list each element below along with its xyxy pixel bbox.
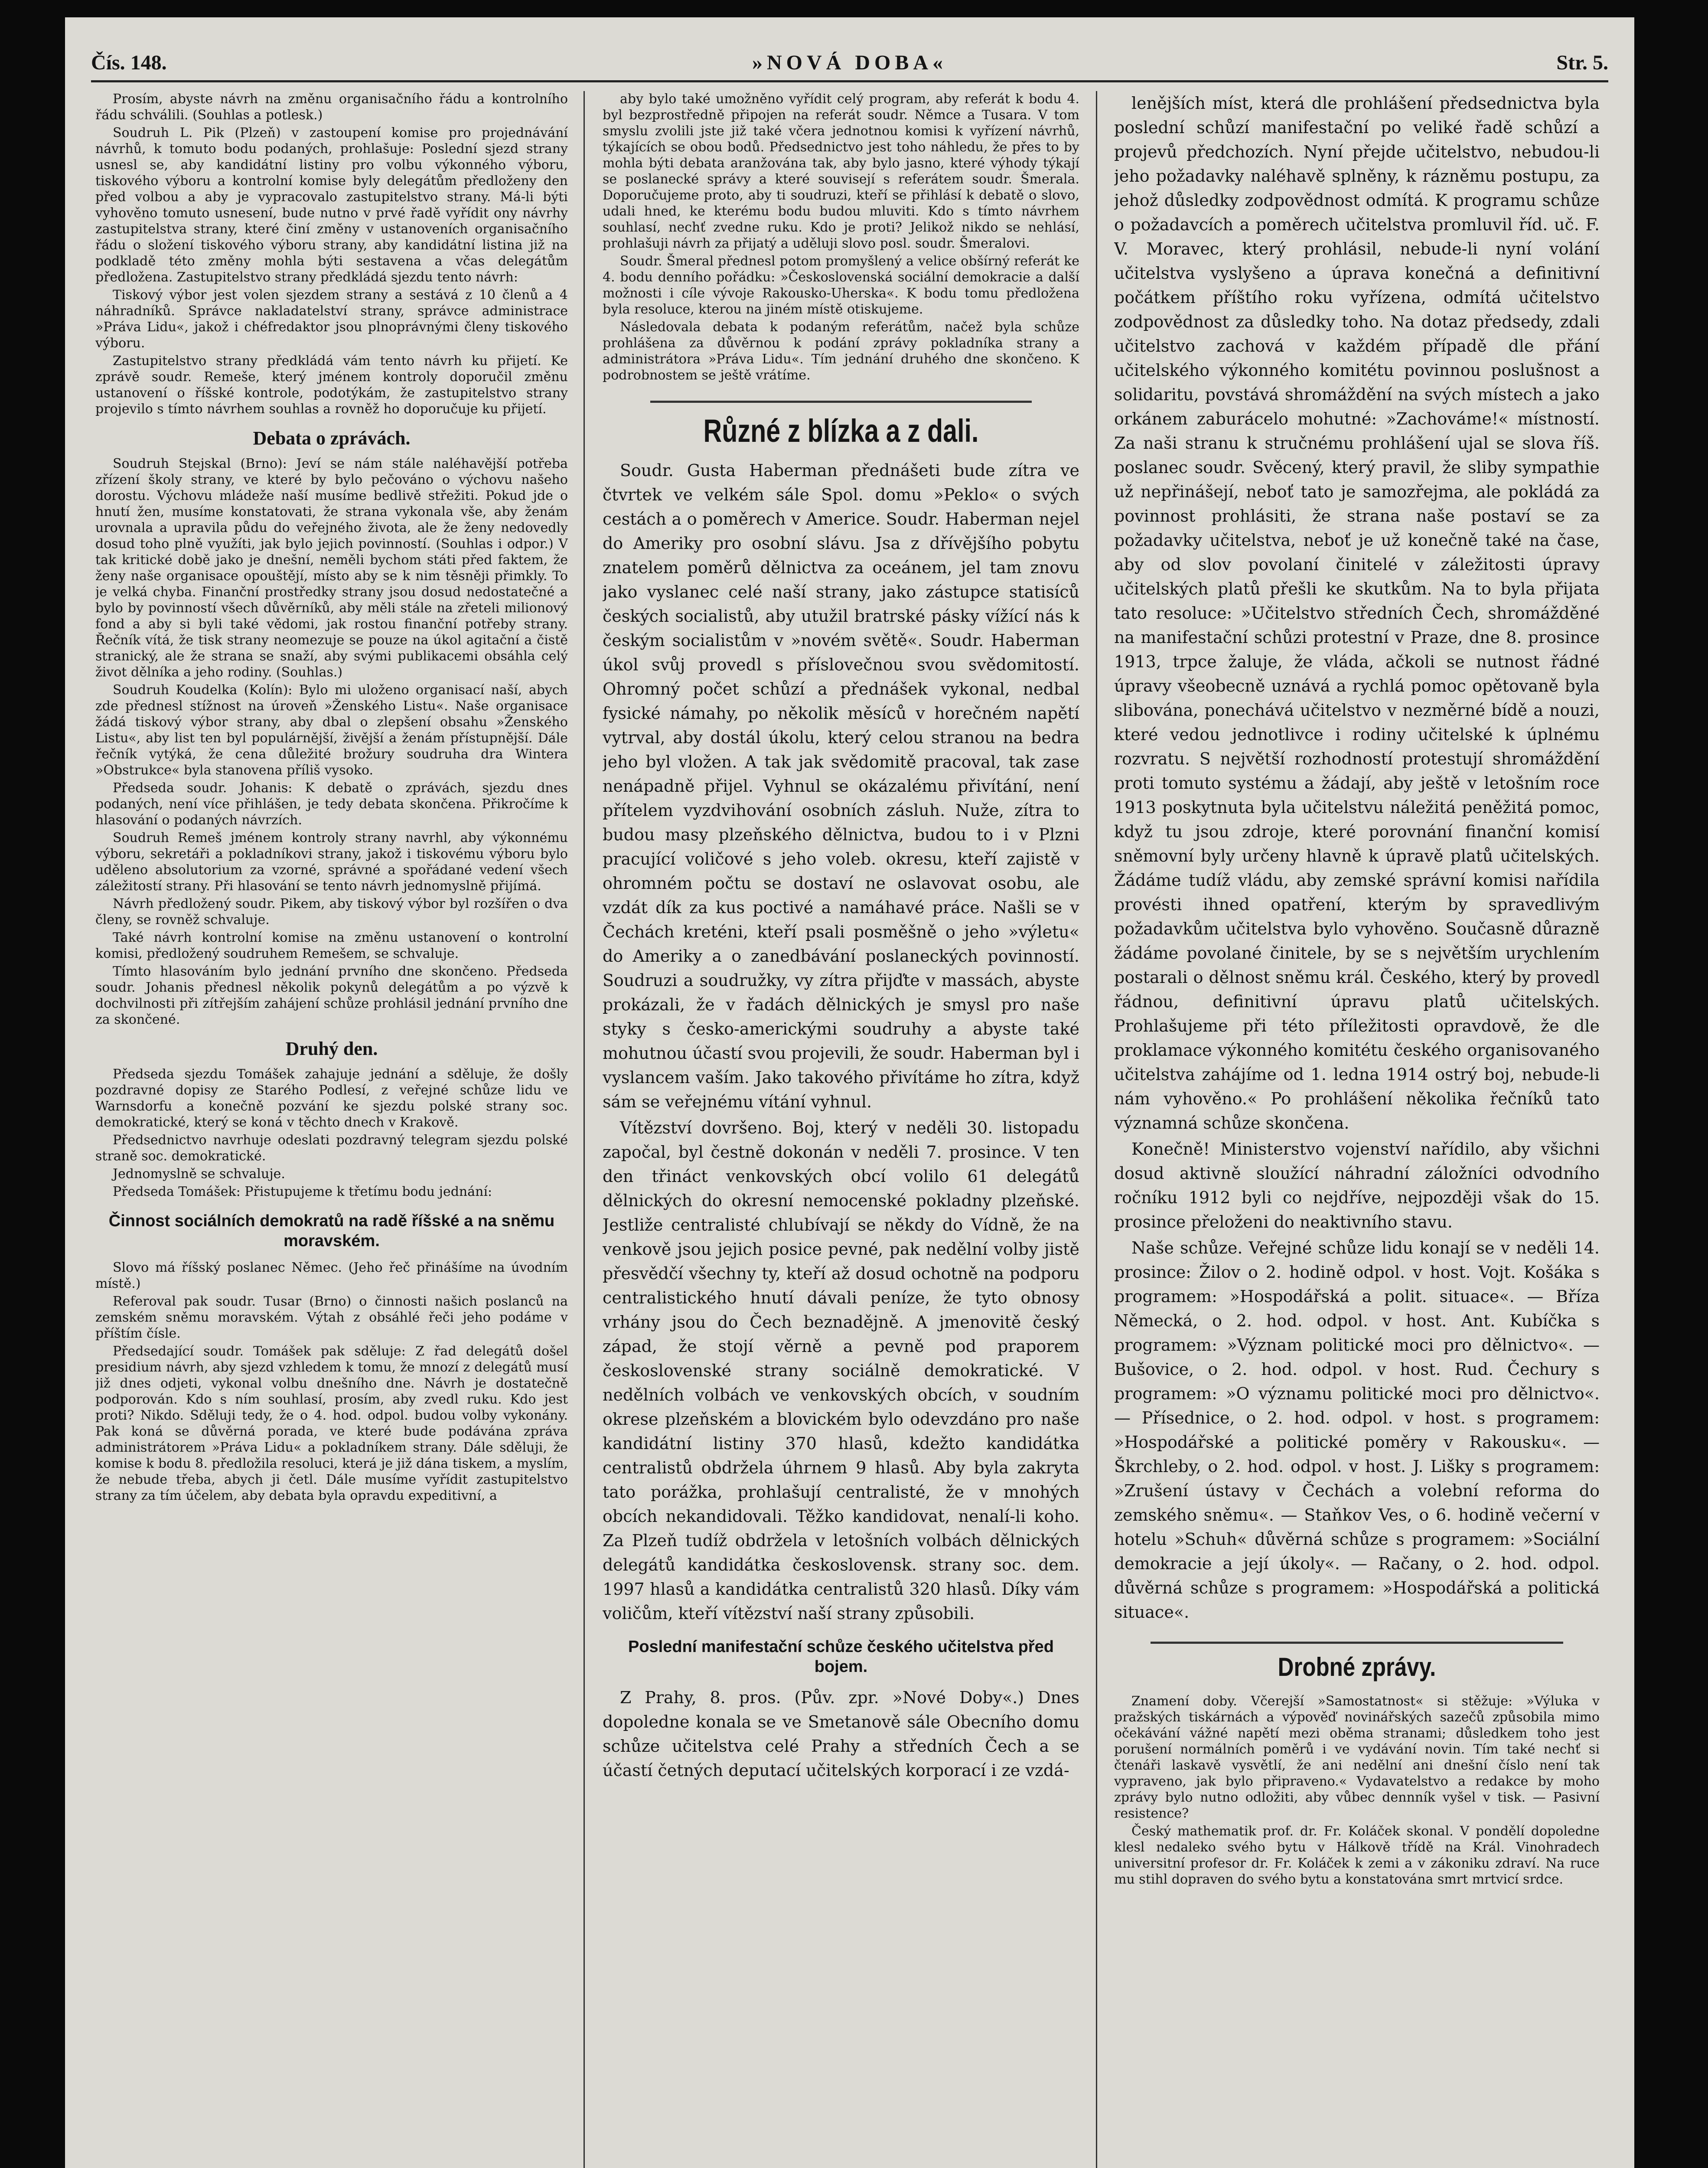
column-3: [1114, 91, 1600, 2168]
paragraph: Návrh předložený soudr. Pikem, aby tiskový výbor byl rozšířen o dva členy, se rovněž schvaluje.: [95, 896, 568, 927]
column-1: [95, 91, 568, 2168]
page-header: [91, 46, 1608, 82]
section-heading: Debata o zprávách.: [253, 428, 411, 449]
section-heading-large: Různé z blízka a z dali.: [650, 401, 1032, 450]
paragraph: Soudruh Remeš jménem kontroly strany navrhl, aby výkonnému výboru, sekretáři a pokladníkovi strany, jakož i tiskovému výboru bylo uděleno absolutorium za vzorné, správné a spořádané vedení všech záležitostí strany. Při hlasování se tento návrh jednomyslně přijímá.: [95, 830, 568, 894]
column-2: [603, 91, 1079, 2168]
issue-number: Čís. 148.: [91, 51, 167, 74]
paragraph: Naše schůze. Veřejné schůze lidu konají se v neděli 14. prosince: Žilov o 2. hodině odpol. v host. Vojt. Košáka s programem: »Hospodářská a polit. situace«. — Bříza Německá, o 2. hod. odpol. v host. Ant. Kubíčka s programem: »Význam politické moci pro dělnictvo«. — Bušovice, o 2. hod. odpol. v host. Rud. Čechury s programem: »O významu politické moci pro dělnictvo«. — Přísednice, o 2. hod. odpol. v host. s programem: »Hospodářské a politické poměry v Rakousku«. — Škrchleby, o 2. hod. odpol. v host. J. Lišky s programem: »Zrušení ústavy v Čechách a volební reforma do zemského sněmu«. — Staňkov Ves, o 6. hodině večerní v hotelu »Schuh« důvěrná schůze s programem: »Sociální demokracie a její úkoly«. — Račany, o 2. hod. odpol. důvěrná schůze s programem: »Hospodářská a politická situace«.: [1114, 1238, 1600, 1622]
paragraph: Slovo má říšský poslanec Němec. (Jeho řeč přinášíme na úvodním místě.): [95, 1260, 568, 1291]
column-rule: [583, 91, 585, 2168]
paragraph: Následovala debata k podaným referátům, načež byla schůze prohlášena za důvěrnou k podání zprávy pokladníka strany a administrátora »Práva Lidu«. Tím jednání druhého dne skončeno. K podrobnostem se ještě vrátíme.: [603, 320, 1079, 383]
paragraph: Soudruh L. Pik (Plzeň) v zastoupení komise pro projednávání návrhů, k tomuto bodu podaných, prohlašuje: Poslední sjezd strany usnesl se, aby kandidátní listiny pro volbu výkonného výboru, tiskového výboru a kontrolní komise byly delegátům předloženy den před volbou a aby je vypracovalo zastupitelstvo strany. Má-li býti vyhověno tomuto usnesení, bude nutno v prvé řadě vyřídit ony návrhy zastupitelstva strany, které činí změny v ustanoveních organisačního řádu o složení tiskového výboru strany, aby kandidátní listina již na podkladě této změny mohla býti sestavena a včas delegátům předložena. Zastupitelstvo strany předkládá sjezdu tento návrh:: [95, 125, 568, 285]
paragraph: lenějších míst, která dle prohlášení předsednictva byla poslední schůzí manifestační po veliké řadě schůzí a projevů předchozích. Nyní přejde učitelstvo, nebudou-li jeho požadavky naléhavě splněny, k rázněmu postupu, za jehož důsledky zodpovědnost odmítá. K programu schůze o požadavcích a poměrech učitelstva promluvil říd. uč. F. V. Moravec, který prohlásil, nebude-li nyní volání učitelstva vyslyšeno a úprava konečná a definitivní počátkem příštího roku vyřízena, odmítá učitelstvo zodpovědnost za důsledky toho. Na dotaz předsedy, zdali učitelstvo zachová v každém případě dle přání učitelského výkonného komitétu povinnou poslušnost a solidaritu, povstává shromáždění na svých místech a jako orkánem zaburácelo mohutné: »Zachováme!« místností. Za naši stranu k stručnému prohlášení ujal se slova říš. poslanec soudr. Svěcený, který pravil, že sliby sympathie už nepřinášejí, neboť tato je samozřejma, ale pokládá za povinnost prohlásiti, že strana naše postaví se za požadavky učitelstva, neboť je už konečně také na čase, aby od slov povolaní činitelé v záležitosti úpravy učitelských platů přešli ke skutkům. Na to byla přijata tato resoluce: »Učitelstvo středních Čech, shromážděné na manifestační schůzi protestní v Praze, dne 8. prosince 1913, trpce žaluje, že vláda, ačkoli se nutnost řádné úpravy všeobecně uznává a rychlá pomoc opětovaně byla slibována, ponechává učitelstvo v nezměrné bídě a nouzi, které vedou jednotlivce i rodiny učitelské k úplnému rozvratu. S největší rozhodností protestují shromáždění proti tomuto systému a žádají, aby ještě v letošním roce 1913 poskytnuta byla učitelstvu náležitá peněžitá pomoc, když tu jsou zdroje, které porovnání finanční komisí sněmovní byly určeny hlavně k úpravě platů učitelských. Žádáme tudíž vládu, aby zemské správní komisi nařídila provésti ihned opatření, kterým by spravedlivým požadavkům učitelstva bylo vyhověno. Současně důrazně žádáme povolané činitele, by se s největším urychlením postarali o dělnost sněmu král. Českého, který by provedl řádnou, definitivní úpravu platů učitelských. Prohlašujeme při této příležitosti opravdově, že dle proklamace výkonného komitétu českého organisovaného učitelstva zahájíme od 1. ledna 1914 ostrý boj, nebude-li nám vyhověno.« Po prohlášení několika řečníků tato významná schůze skončena.: [1114, 94, 1600, 1133]
paragraph: Předsednictvo navrhuje odeslati pozdravný telegram sjezdu polské straně soc. demokratické.: [95, 1133, 568, 1164]
paragraph: Soudr. Gusta Haberman přednášeti bude zítra ve čtvrtek ve velkém sále Spol. domu »Peklo« o svých cestách a o poměrech v Americe. Soudr. Haberman nejel do Ameriky pro osobní slávu. Jsa z dřívějšího pobytu znatelem poměrů dělnictva za oceánem, jel tam znovu jako vyslanec celé naší strany, jako zástupce statisíců českých socialistů, aby utužil bratrské pásky vížící nás k českým socialistům v »novém světě«. Soudr. Haberman úkol svůj provedl s příslovečnou svou svědomitostí. Ohromný počet schůzí a přednášek vykonal, nedbal fysické námahy, po několik měsíců v horečném napětí vytrval, aby dostál úkolu, který celou stranou na bedra jeho byl vložen. A tak jak svědomitě pracoval, tak zase nenápadně přijel. Vyhnul se okázalému přivítání, není přítelem vyzdvihování osobních zásluh. Nuže, zítra to budou masy plzeňského dělnictva, budou to i v Plzni pracující voličové s jeho voleb. okresu, kteří zajistě v ohromném počtu se dostaví ne oslavovat osobu, ale vzdát dík za kus poctivé a namáhavé práce. Našli se v Čechách kreténi, kteří psali posměšně o jeho »výletu« do Ameriky a o zanedbávání poslaneckých povinností. Soudruzi a soudružky, vy zítra přijďte v massách, abyste prokázali, že v řadách dělnických je smysl pro naše styky s česko-americkými soudruhy a abyste také mohutnou účastí svou projevili, že soudr. Haberman byl i vyslancem vaším. Jako takového přivítáme ho zítra, když sám se veřejnému vítání vyhnul.: [603, 461, 1079, 1111]
newspaper-page: [65, 17, 1634, 2168]
section-heading: Druhý den.: [285, 1038, 378, 1059]
paragraph: Referoval pak soudr. Tusar (Brno) o činnosti našich poslanců na zemském sněmu moravském. Výtah z obsáhlé řeči jeho podáme v příštím čísle.: [95, 1294, 568, 1341]
section-heading-large: Drobné zprávy.: [1151, 1642, 1563, 1683]
paragraph: Předsedající soudr. Tomášek pak sděluje: Z řad delegátů došel presidium návrh, aby sjezd vzhledem k tomu, že mnozí z delegátů musí již dnes odjeti, vykonal volbu dnešního dne. Návrh je dostatečně podporován. Kdo s ním souhlasí, prosím, aby zvedl ruku. Kdo jest proti? Nikdo. Sděluji tedy, že o 4. hod. odpol. budou volby vykonány. Pak koná se důvěrná porada, ve které bude podávána zpráva administrátorem »Práva Lidu« a pokladníkem strany. Dále sděluji, že komise k bodu 8. předložila resoluci, která je již dána tiskem, a myslím, že nebude třeba, abych ji četl. Dále musíme vyřídit zastupitelstvo strany za tím účelem, aby debata byla opravdu expeditivní, a: [95, 1344, 568, 1503]
paragraph: Předseda sjezdu Tomášek zahajuje jednání a sděluje, že došly pozdravné dopisy ze Starého Podlesí, z veřejné schůze lidu ve Warnsdorfu a konečně pozvání ke sjezdu polské strany soc. demokratické, který se koná v těchto dnech v Krakově.: [95, 1067, 568, 1130]
section-heading: Poslední manifestační schůze českého učitelstva před bojem.: [628, 1638, 1054, 1676]
paragraph: Zastupitelstvo strany předkládá vám tento návrh ku přijetí. Ke zprávě soudr. Remeše, který jménem kontroly doporučil změnu ustanovení o říšské kontrole, podotýkám, že zastupitelstvo strany projevilo s tímto návrhem souhlas a rovněž ho doporučuje ku přijetí.: [95, 353, 568, 417]
paragraph: Soudr. Šmeral přednesl potom promyšlený a velice obšírný referát ke 4. bodu denního pořádku: »Československá sociální demokracie a další možnosti i cíle vývoje Rakousko-Uherska«. K bodu tomu předložena byla resoluce, kterou na jiném místě otiskujeme.: [603, 254, 1079, 317]
paragraph: Soudruh Koudelka (Kolín): Bylo mi uloženo organisací naší, abych zde přednesl stížnost na úroveň »Ženského Listu«. Naše organisace žádá tiskový výbor strany, aby dbal o zlepšení obsahu »Ženského Listu«, aby list ten byl populárnější, živější a ženám přístupnější. Dále řečník vytýká, že cena důležité brožury soudruha dra Wintera »Obstrukce« byla stanovena příliš vysoko.: [95, 682, 568, 778]
column-rule: [1096, 91, 1097, 2168]
paragraph: Předseda Tomášek: Přistupujeme k třetímu bodu jednání:: [113, 1184, 492, 1199]
paragraph: Předseda soudr. Johanis: K debatě o zprávách, sjezdu dnes podaných, není více přihlášen, je tedy debata skončena. Přikročíme k hlasování o podaných návrzích.: [95, 780, 568, 828]
paragraph: Vítězství dovršeno. Boj, který v neděli 30. listopadu započal, byl čestně dokonán v neděli 7. prosince. V ten den třináct venkovských obcí volilo 61 delegátů dělnických do okresní nemocenské pokladny plzeňské. Jestliže centralisté chlubívají se někdy do Vídně, že na venkově jsou jejich posice pevné, pak nedělní volby jistě přesvědčí všechny ty, kteří až dosud ochotně na podporu centralistického hnutí dávali peníze, že tyto obnosy vrhány jsou do Čech beznadějně. A jmenovitě český západ, že stojí věrně a pevně pod praporem československé strany sociálně demokratické. V nedělních volbách ve venkovských obcích, v soudním okrese plzeňském a blovickém bylo odevzdáno pro naše kandidátní listiny 370 hlasů, kdežto kandidátka centralistů obdržela úhrnem 9 hlasů. Aby byla zakryta tato porážka, prohlašují centralisté, že v mnohých obcích nekandidovali. Těžko kandidovat, nenalí-li koho. Za Plzeň tudíž obdržela v letošních volbách dělnických delegátů kandidátka československ. strany soc. dem. 1997 hlasů a kandidátka centralistů 320 hlasů. Díky vám voličům, kteří vítězství naší strany způsobili.: [603, 1118, 1079, 1623]
masthead-title: »NOVÁ DOBA«: [752, 51, 947, 74]
paragraph: Soudruh Stejskal (Brno): Jeví se nám stále naléhavější potřeba zřízení školy strany, ve které by bylo pečováno o výchovu našeho dorostu. Výchovu mládeže naší musíme bedlivě střežiti. Pokud jde o hnutí žen, musíme konstatovati, že strana vykonala vše, aby ženám urovnala a upravila půdu do veřejného života, ale že ženy nedovedly dosud toho plně využíti, jak bylo jejich povinností. (Souhlas i odpor.) V tak kritické době jako je dnešní, neměli bychom státi před faktem, že ženy naše organisace opouštějí, místo aby se k nim těsněji přimkly. To je velká chyba. Finanční prostředky strany jsou dosud nedostatečné a bylo by povinností všech důvěrníků, aby měli stále na zřeteli milionový fond a aby si byli také vědomi, jak rostou finanční potřeby strany. Řečník vítá, že tisk strany neomezuje se pouze na úkol agitační a čistě stranický, ale že strana se snaží, aby svými publikacemi obsáhla celý život dělníka a jeho rodiny. (Souhlas.): [95, 456, 568, 680]
paragraph: Tiskový výbor jest volen sjezdem strany a sestává z 10 členů a 4 náhradníků. Správce nakladatelství strany, správce administrace »Práva Lidu«, jakož i chéfredaktor jsou plnoprávnými členy tiskového výboru.: [95, 287, 568, 351]
page-number: Str. 5.: [1556, 51, 1608, 74]
paragraph: Jednomyslně se schvaluje.: [113, 1166, 285, 1182]
paragraph: Český mathematik prof. dr. Fr. Koláček skonal. V pondělí dopoledne klesl nedaleko svého bytu v Hálkově třídě na Král. Vinohradech universitní profesor dr. Fr. Koláček k zemi a v zákoniku zdraví. Na ruce mu stihl dopraven do svého bytu a konstatována smrt mrtvicí srdce.: [1114, 1824, 1600, 1887]
paragraph: Tímto hlasováním bylo jednání prvního dne skončeno. Předseda soudr. Johanis přednesl několik pokynů delegátům a po výzvě k dochvilnosti při zítřejším zahájení schůze prohlásil jednání prvního dne za skončené.: [95, 964, 568, 1027]
paragraph: Konečně! Ministerstvo vojenství nařídilo, aby všichni dosud aktivně sloužící náhradní záložníci odvodního ročníku 1912 byli co nejdříve, nejpozději však do 15. prosince přeloženi do neaktivního stavu.: [1114, 1140, 1600, 1231]
paragraph: Z Prahy, 8. pros. (Pův. zpr. »Nové Doby«.) Dnes dopoledne konala se ve Smetanově sále Obecního domu schůze učitelstva celé Prahy a středních Čech a se účastí četných deputací učitelských korporací i ze vzdá-: [603, 1688, 1079, 1780]
paragraph: Znamení doby. Včerejší »Samostatnost« si stěžuje: »Výluka v pražských tiskárnách a výpověď novinářských sazečů způsobila mimo očekávání vážné napětí mezi oběma stranami; důsledkem toho jest porušení normálních poměrů i ve vydávání novin. Tím také nechť si čtenáři laskavě vysvětlí, že ani nedělní ani dnešní číslo není tak vypraveno, jak bylo připraveno.« Vydavatelstvo a redakce by moho zprávy bylo nutno odložiti, aby vůbec dennník vyšel v tisk. — Pasivní resistence?: [1114, 1694, 1600, 1821]
paragraph: aby bylo také umožněno vyřídit celý program, aby referát k bodu 4. byl bezprostředně připojen na referát soudr. Němce a Tusara. V tom smyslu zvolili jste již také včera jednotnou komisi k vyřízení návrhů, týkajících se obou bodů. Předsednictvo jest toho náhledu, že přes to by mohla býti debata aranžována tak, aby bylo jasno, které výhody týkají se poslanecké správy a které souvisejí s referátem soudr. Šmerala. Doporučujeme proto, aby ti soudruzi, kteří se přihlásí k debatě o slovo, udali hned, ke kterému bodu budou mluviti. Kdo s tímto návrhem souhlasí, nechť zvedne ruku. Kdo je proti? Jelikož nikdo se nehlásí, prohlašuji návrh za přijatý a uděluji slovo posl. soudr. Šmeralovi.: [603, 91, 1079, 251]
paragraph: Prosím, abyste návrh na změnu organisačního řádu a kontrolního řádu schválili. (Souhlas a potlesk.): [95, 91, 568, 123]
paragraph: Také návrh kontrolní komise na změnu ustanovení o kontrolní komisi, předložený soudruhem Remešem, se schvaluje.: [95, 930, 568, 961]
section-heading: Činnost sociálních demokratů na radě říšské a na sněmu moravském.: [108, 1212, 555, 1250]
